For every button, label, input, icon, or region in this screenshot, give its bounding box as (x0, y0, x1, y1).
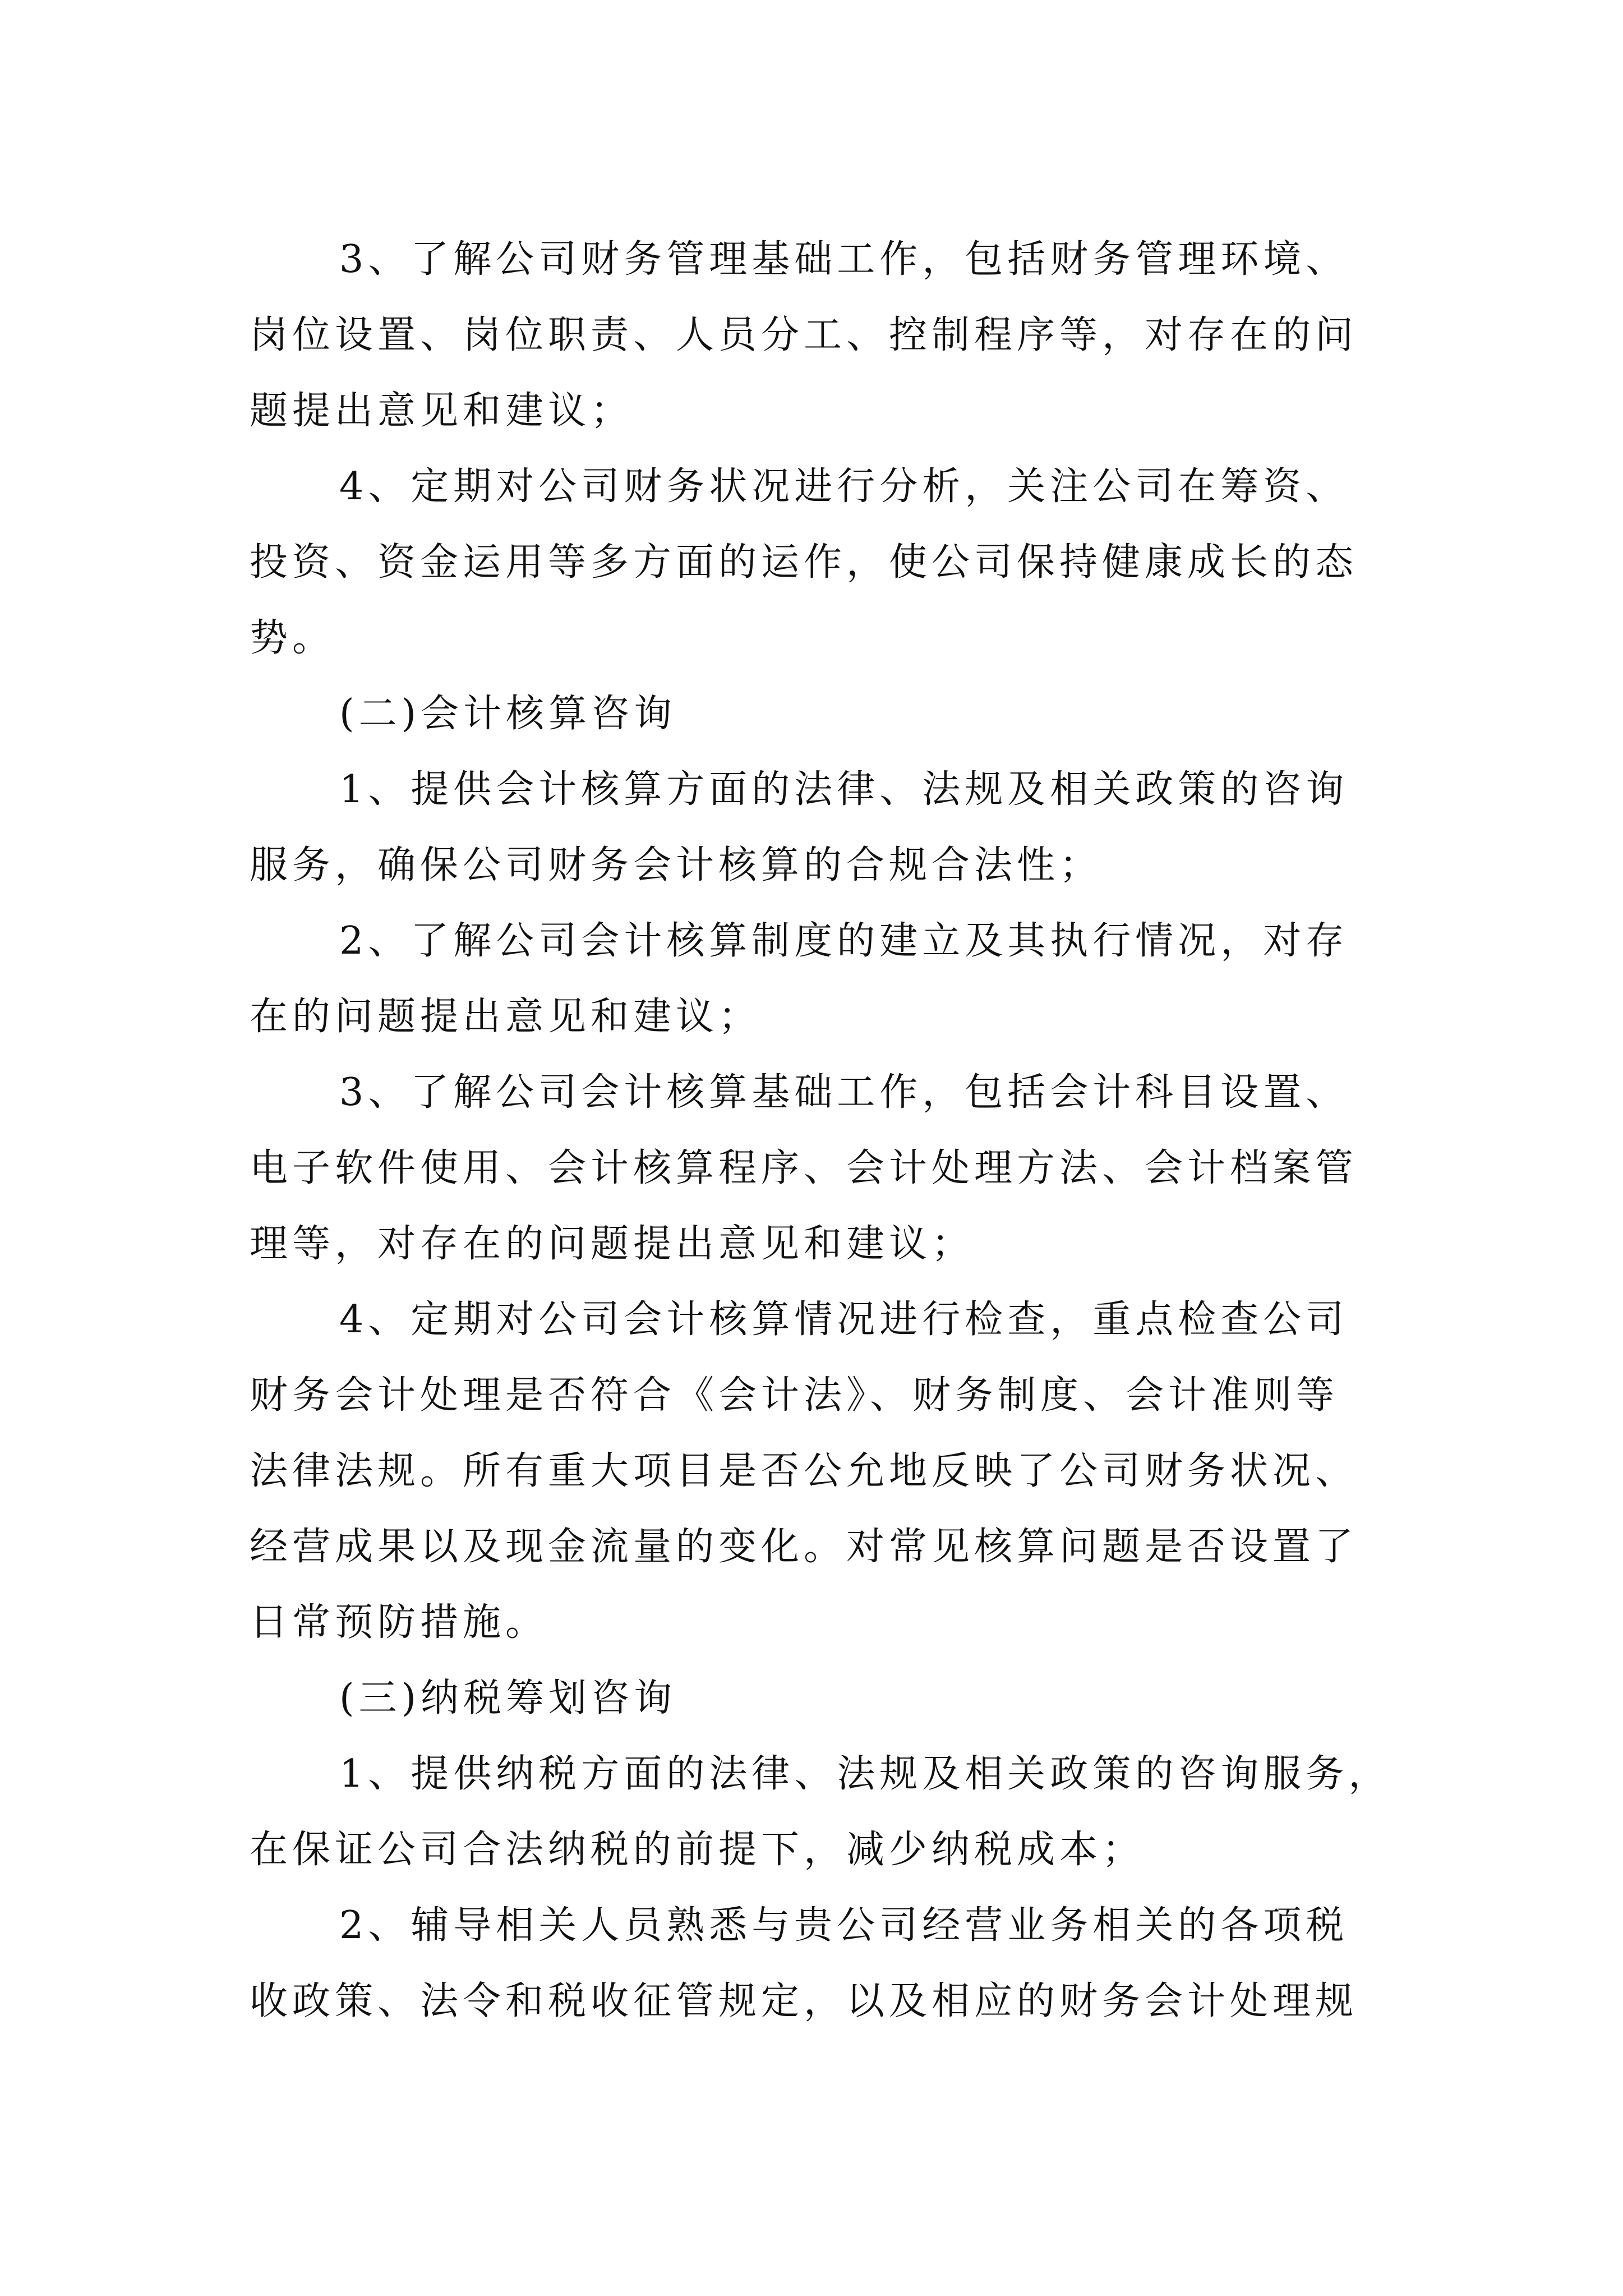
paragraph-tax-2 (250, 1888, 1374, 2039)
text-line: 电子软件使用、会计核算程序、会计处理方法、会计档案管 (250, 1146, 1358, 1190)
text-line: 在的问题提出意见和建议； (250, 995, 762, 1039)
paragraph-accounting-1 (250, 752, 1374, 903)
text-line: 3、了解公司会计核算基础工作，包括会计科目设置、 (339, 1070, 1349, 1115)
text-line: 2、了解公司会计核算制度的建立及其执行情况，对存 (339, 919, 1349, 963)
paragraph-accounting-4 (250, 1282, 1374, 1660)
text-line: 3、了解公司财务管理基础工作，包括财务管理环境、 (339, 237, 1349, 282)
text-line: 1、提供会计核算方面的法律、法规及相关政策的咨询 (339, 767, 1349, 812)
text-line: 4、定期对公司会计核算情况进行检查，重点检查公司 (339, 1297, 1349, 1342)
section-heading: (三)纳税筹划咨询 (339, 1676, 677, 1720)
paragraph-tax-1 (250, 1736, 1391, 1888)
text-line: 在保证公司合法纳税的前提下，减少纳税成本； (250, 1828, 1145, 1872)
section-heading-accounting (250, 676, 1374, 752)
text-line: 法律法规。所有重大项目是否公允地反映了公司财务状况、 (250, 1449, 1358, 1493)
text-line: 2、辅导相关人员熟悉与贵公司经营业务相关的各项税 (339, 1903, 1349, 1948)
text-line: 服务，确保公司财务会计核算的合规合法性； (250, 843, 1103, 887)
paragraph-finance-3 (250, 222, 1374, 449)
section-heading: (二)会计核算咨询 (339, 692, 677, 736)
text-line: 题提出意见和建议； (250, 389, 634, 433)
text-line: 1、提供纳税方面的法律、法规及相关政策的咨询服务， (339, 1752, 1391, 1796)
text-line: 势。 (250, 616, 335, 660)
paragraph-accounting-3 (250, 1055, 1374, 1282)
text-line: 4、定期对公司财务状况进行分析，关注公司在筹资、 (339, 464, 1349, 509)
text-line: 岗位设置、岗位职责、人员分工、控制程序等，对存在的问 (250, 313, 1358, 357)
text-line: 投资、资金运用等多方面的运作，使公司保持健康成长的态 (250, 540, 1358, 585)
paragraph-accounting-2 (250, 903, 1374, 1055)
text-line: 经营成果以及现金流量的变化。对常见核算问题是否设置了 (250, 1525, 1358, 1569)
paragraph-finance-4 (250, 449, 1374, 676)
section-heading-tax (250, 1660, 1374, 1736)
text-line: 理等，对存在的问题提出意见和建议； (250, 1222, 975, 1266)
text-line: 财务会计处理是否符合《会计法》、财务制度、会计准则等 (250, 1373, 1339, 1418)
document-body (250, 222, 1391, 2039)
text-line: 日常预防措施。 (250, 1600, 548, 1645)
text-line: 收政策、法令和税收征管规定，以及相应的财务会计处理规 (250, 1979, 1358, 2023)
